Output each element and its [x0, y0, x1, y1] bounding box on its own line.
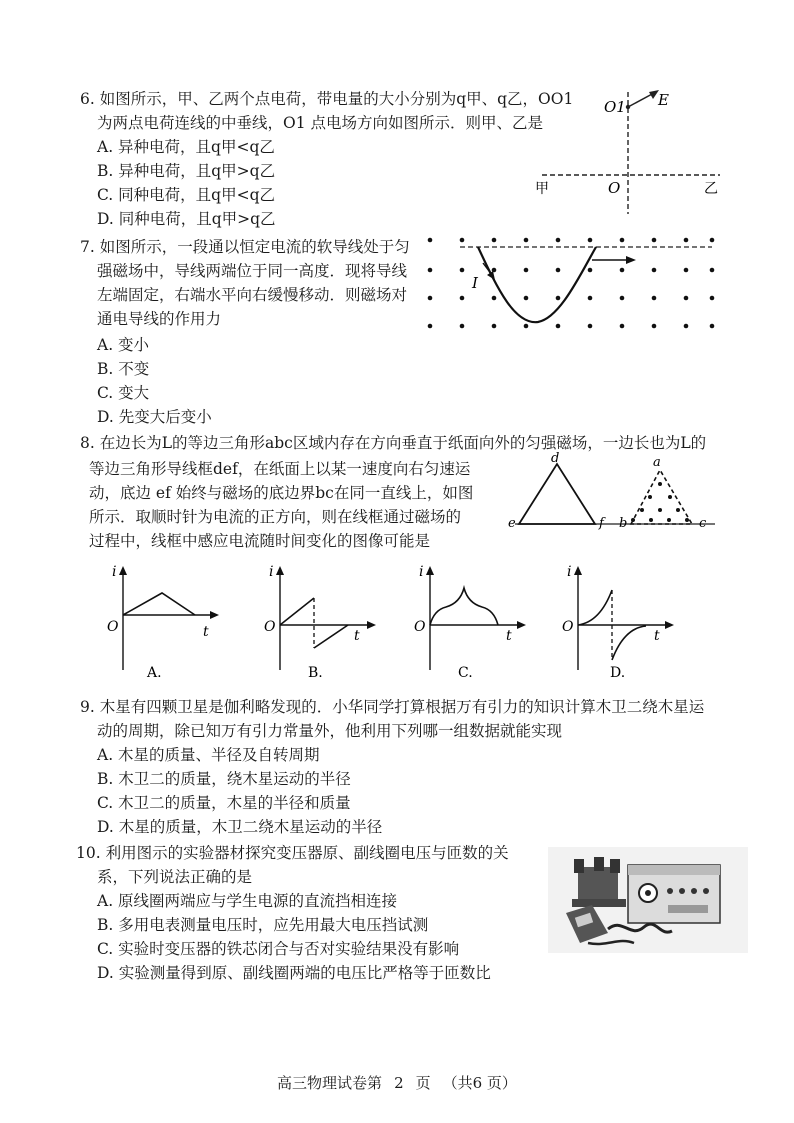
q9-stem-line2: 动的周期，除已知万有引力常量外，他利用下列哪一组数据就能实现 [97, 722, 563, 740]
field-dot [588, 238, 593, 243]
q7-stem-line1: 7. 如图所示，一段通以恒定电流的软导线处于匀 [80, 238, 410, 256]
q8-stem-line1: 8. 在边长为L的等边三角形abc区域内存在方向垂直于纸面向外的匀强磁场，一边长也为L的 [80, 434, 707, 452]
label-a: a [653, 455, 661, 470]
graph-b-i: i [269, 564, 274, 580]
graph-a-label: A. [147, 665, 162, 681]
footer-total-pages: （共6 页） [442, 1074, 517, 1092]
q6-field-diagram [530, 80, 730, 220]
field-region-abc [631, 470, 692, 524]
field-dot [684, 268, 689, 273]
q7-stem-line3: 左端固定，右端水平向右缓慢移动．则磁场对 [97, 286, 408, 304]
jia-label: 甲 [535, 181, 549, 197]
field-dot [492, 238, 497, 243]
field-dot [652, 296, 657, 301]
field-dot [524, 238, 529, 243]
graph-a-o: O [107, 619, 119, 635]
q6-option-b: B. 异种电荷，且q甲>q乙 [97, 162, 276, 180]
footer-subject: 高三物理试卷第 [277, 1074, 383, 1092]
field-dot [588, 268, 593, 273]
wire-frame-def [519, 464, 595, 524]
graph-d-i: i [567, 564, 572, 580]
q8-stem-line4: 所示．取顺时针为电流的正方向，则在线框通过磁场的 [89, 508, 462, 526]
q8-graph-d [560, 560, 680, 688]
magnetic-field-dots [428, 238, 715, 329]
field-dot [652, 268, 657, 273]
label-c: c [699, 516, 707, 531]
q10-option-c: C. 实验时变压器的铁芯闭合与否对实验结果没有影响 [97, 940, 460, 958]
field-dot [460, 296, 465, 301]
transformer-apparatus-photo [548, 847, 748, 953]
field-dot [710, 324, 715, 329]
q8-graph-b [262, 560, 382, 688]
field-dot [492, 324, 497, 329]
q10-option-d: D. 实验测量得到原、副线圈两端的电压比严格等于匝数比 [97, 964, 491, 982]
q8-stem-line5: 过程中，线框中感应电流随时间变化的图像可能是 [89, 532, 431, 550]
q7-stem-line2: 强磁场中，导线两端位于同一高度．现将导线 [97, 262, 408, 280]
field-dot [710, 296, 715, 301]
q10-option-b: B. 多用电表测量电压时，应先用最大电压挡试测 [97, 916, 429, 934]
e-label: E [658, 91, 669, 109]
q7-stem-line4: 通电导线的作用力 [97, 310, 222, 328]
field-dot [620, 268, 625, 273]
field-dot [460, 268, 465, 273]
field-dot [710, 268, 715, 273]
field-dot [492, 296, 497, 301]
field-region-dots [631, 482, 689, 522]
q8-graph-a [105, 560, 225, 688]
q8-stem-line2: 等边三角形导线框def，在纸面上以某一速度向右匀速运 [89, 460, 471, 478]
field-dot [684, 324, 689, 329]
field-dot [620, 324, 625, 329]
q7-option-b: B. 不变 [97, 360, 150, 378]
q7-option-c: C. 变大 [97, 384, 150, 402]
q7-option-d: D. 先变大后变小 [97, 408, 212, 426]
field-dot [620, 296, 625, 301]
field-dot [428, 238, 433, 243]
q6-option-a: A. 异种电荷，且q甲<q乙 [97, 138, 275, 156]
graph-b-t: t [354, 628, 360, 644]
graph-c-label: C. [458, 665, 473, 681]
q10-stem-line2: 系，下列说法正确的是 [97, 868, 253, 886]
footer-page-number: 2 [394, 1074, 404, 1092]
graph-c-o: O [414, 619, 426, 635]
field-dot [684, 238, 689, 243]
o-label: O [608, 179, 621, 197]
graph-d-t: t [654, 628, 660, 644]
q9-option-d: D. 木星的质量，木卫二绕木星运动的半径 [97, 818, 383, 836]
q8-stem-line3: 动，底边 ef 始终与磁场的底边界bc在同一直线上，如图 [89, 484, 474, 502]
field-dot [460, 238, 465, 243]
current-label: I [472, 274, 478, 292]
field-dot [588, 324, 593, 329]
q10-option-a: A. 原线圈两端应与学生电源的直流挡相连接 [97, 892, 398, 910]
field-dot [620, 238, 625, 243]
field-dot [524, 268, 529, 273]
label-f: f [599, 516, 604, 531]
field-dot [460, 324, 465, 329]
field-dot [524, 296, 529, 301]
graph-b-label: B. [308, 665, 323, 681]
q9-stem-line1: 9. 木星有四颗卫星是伽利略发现的．小华同学打算根据万有引力的知识计算木卫二绕木星运 [80, 698, 705, 716]
graph-b-o: O [264, 619, 276, 635]
q8-triangles-diagram [505, 452, 720, 532]
field-dot [556, 324, 561, 329]
field-dot [588, 296, 593, 301]
q10-stem-line1: 10. 利用图示的实验器材探究变压器原、副线圈电压与匝数的关 [76, 844, 509, 862]
label-b: b [619, 516, 628, 531]
graph-a-i: i [112, 564, 117, 580]
label-d: d [551, 452, 560, 466]
q6-stem-line2: 为两点电荷连线的中垂线，O1 点电场方向如图所示．则甲、乙是 [97, 114, 543, 132]
q7-option-a: A. 变小 [97, 336, 150, 354]
field-dot [556, 296, 561, 301]
field-dot [556, 238, 561, 243]
q6-option-c: C. 同种电荷，且q甲<q乙 [97, 186, 275, 204]
field-dot [428, 296, 433, 301]
field-dot [524, 324, 529, 329]
q9-option-c: C. 木卫二的质量，木星的半径和质量 [97, 794, 351, 812]
graph-c-i: i [419, 564, 424, 580]
field-dot [652, 324, 657, 329]
label-e: e [508, 516, 516, 531]
q8-graph-c [412, 560, 532, 688]
field-dot [652, 238, 657, 243]
footer-page-unit: 页 [415, 1074, 431, 1092]
field-dot [710, 238, 715, 243]
page-footer [0, 1072, 794, 1093]
q7-magnetic-field-diagram [420, 230, 720, 335]
field-dot [428, 268, 433, 273]
q6-stem-line1: 6. 如图所示，甲、乙两个点电荷，带电量的大小分别为q甲、q乙，OO1 [80, 90, 574, 108]
q9-option-a: A. 木星的质量、半径及自转周期 [97, 746, 320, 764]
field-dot [556, 268, 561, 273]
graph-a-t: t [203, 624, 209, 640]
graph-c-t: t [506, 628, 512, 644]
o1-label: O1 [604, 98, 626, 116]
graph-d-o: O [562, 619, 574, 635]
q9-option-b: B. 木卫二的质量，绕木星运动的半径 [97, 770, 351, 788]
field-dot [428, 324, 433, 329]
yi-label: 乙 [704, 181, 718, 197]
q6-option-d: D. 同种电荷，且q甲>q乙 [97, 210, 276, 228]
graph-d-label: D. [610, 665, 626, 681]
field-dot [684, 296, 689, 301]
